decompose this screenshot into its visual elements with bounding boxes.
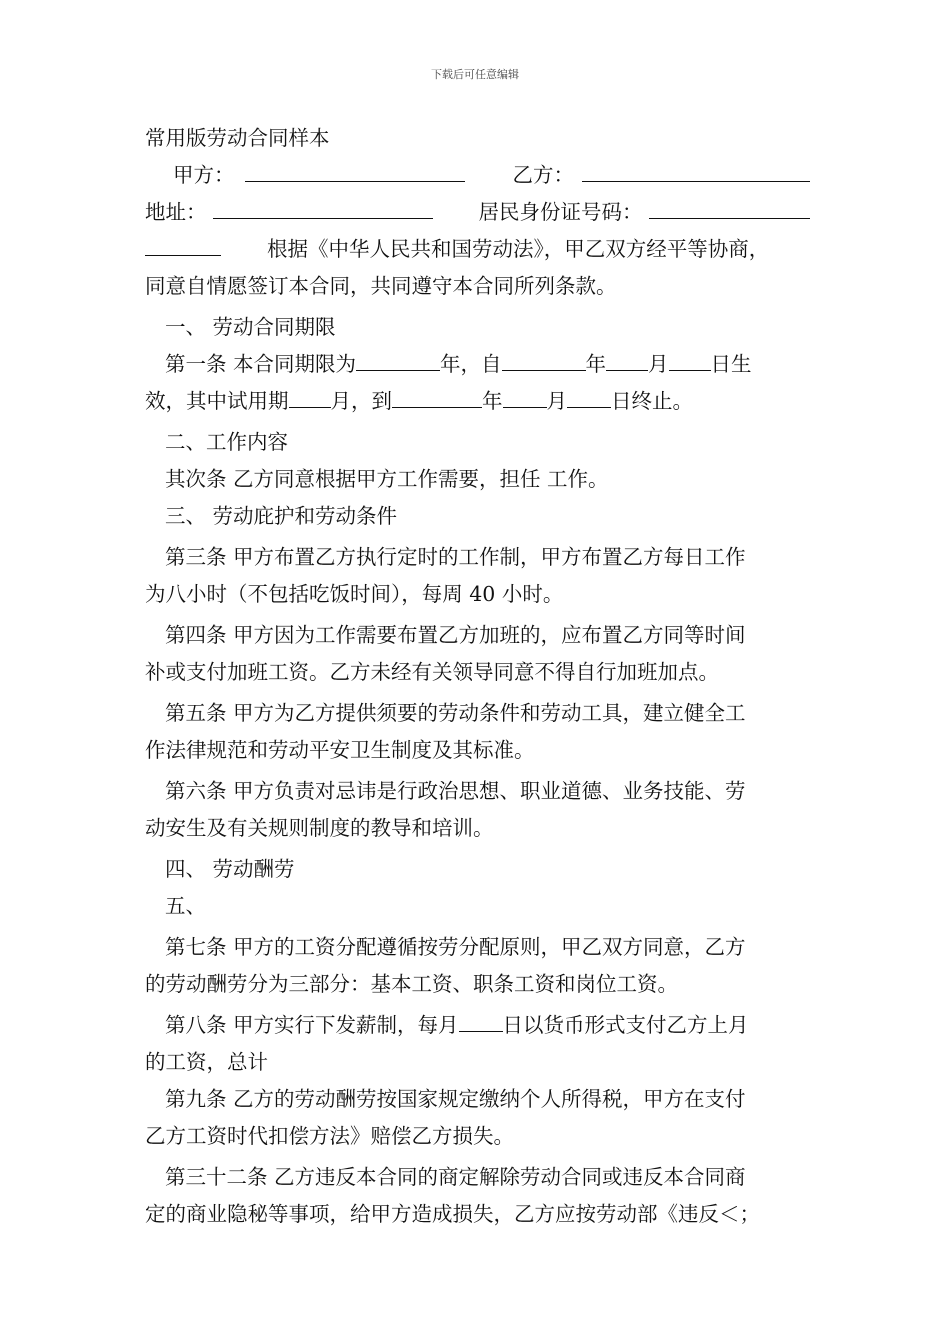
article-1-text: 效，其中试用期	[145, 389, 289, 413]
section-2-heading: 二、工作内容	[165, 430, 288, 454]
article-1-text: 年，自	[440, 352, 502, 376]
address-line	[145, 194, 810, 231]
article-8-text: 日以货币形式支付乙方上月	[502, 1013, 749, 1037]
contract-document	[145, 120, 810, 1233]
end-day-blank[interactable]	[567, 383, 611, 408]
preamble-text-1: 根据《中华人民共和国劳动法》，甲乙双方经平等协商，	[267, 237, 770, 261]
article-1-text: 月，到	[330, 389, 392, 413]
start-day-blank[interactable]	[669, 346, 711, 371]
end-month-blank[interactable]	[503, 383, 547, 408]
probation-months-blank[interactable]	[289, 383, 331, 408]
article-1-text: 年	[482, 389, 503, 413]
id-number-blank[interactable]	[649, 194, 811, 219]
article-5-line-1: 第五条 甲方为乙方提供须要的劳动条件和劳动工具，建立健全工	[165, 701, 746, 725]
party-line	[145, 157, 810, 194]
preamble-line-1	[145, 231, 810, 268]
article-1-text: 日生	[710, 352, 752, 376]
id-number-label: 居民身份证号码：	[478, 200, 643, 224]
article-6-line-1: 第六条 甲方负责对忌讳是行政治思想、职业道德、业务技能、劳	[165, 779, 746, 803]
article-8-line-1	[145, 1007, 810, 1044]
address-label: 地址：	[145, 200, 207, 224]
section-3-heading: 三、 劳动庇护和劳动条件	[165, 504, 398, 528]
document-title: 常用版劳动合同样本	[145, 126, 330, 150]
party-a-label: 甲方：	[173, 163, 235, 187]
pay-day-blank[interactable]	[459, 1007, 503, 1032]
article-32-line-1: 第三十二条 乙方违反本合同的商定解除劳动合同或违反本合同商	[165, 1165, 746, 1189]
article-3-line-2: 为八小时（不包括吃饭时间），每周 40 小时。	[145, 582, 564, 606]
article-2: 其次条 乙方同意根据甲方工作需要，担任 工作。	[165, 467, 609, 491]
article-1-text: 月	[546, 389, 567, 413]
article-4-line-2: 补或支付加班工资。乙方未经有关领导同意不得自行加班加点。	[145, 660, 719, 684]
article-9-line-2: 乙方工资时代扣偿方法》赔偿乙方损失。	[145, 1124, 514, 1148]
party-a-blank[interactable]	[245, 157, 465, 182]
article-8-text: 第八条 甲方实行下发薪制，每月	[165, 1013, 459, 1037]
article-3-line-1: 第三条 甲方布置乙方执行定时的工作制，甲方布置乙方每日工作	[165, 545, 746, 569]
article-5-line-2: 作法律规范和劳动平安卫生制度及其标准。	[145, 738, 535, 762]
term-years-blank[interactable]	[356, 346, 440, 371]
id-number-blank-cont[interactable]	[145, 231, 221, 256]
article-1-text: 第一条 本合同期限为	[165, 352, 357, 376]
article-8-line-2: 的工资，总计	[145, 1050, 268, 1074]
end-year-blank[interactable]	[392, 383, 482, 408]
start-year-blank[interactable]	[502, 346, 586, 371]
article-1-line-2	[145, 383, 810, 420]
section-1-heading: 一、 劳动合同期限	[165, 315, 336, 339]
section-4-heading: 四、 劳动酬劳	[165, 857, 295, 881]
preamble-text-2: 同意自情愿签订本合同，共同遵守本合同所列条款。	[145, 274, 617, 298]
download-note: 下载后可任意编辑	[431, 68, 519, 81]
address-blank[interactable]	[213, 194, 433, 219]
article-7-line-2: 的劳动酬劳分为三部分：基本工资、职条工资和岗位工资。	[145, 972, 678, 996]
article-1-line-1	[145, 346, 810, 383]
article-4-line-1: 第四条 甲方因为工作需要布置乙方加班的，应布置乙方同等时间	[165, 623, 746, 647]
party-b-label: 乙方：	[512, 163, 574, 187]
article-1-text: 月	[648, 352, 669, 376]
article-1-text: 日终止。	[611, 389, 693, 413]
section-5-heading: 五、	[165, 894, 206, 918]
start-month-blank[interactable]	[606, 346, 648, 371]
article-7-line-1: 第七条 甲方的工资分配遵循按劳分配原则，甲乙双方同意，乙方	[165, 935, 746, 959]
article-32-line-2: 定的商业隐秘等事项，给甲方造成损失，乙方应按劳动部《违反＜；	[145, 1202, 760, 1226]
article-9-line-1: 第九条 乙方的劳动酬劳按国家规定缴纳个人所得税，甲方在支付	[165, 1087, 746, 1111]
party-b-blank[interactable]	[582, 157, 810, 182]
article-1-text: 年	[585, 352, 607, 376]
article-6-line-2: 动安生及有关规则制度的教导和培训。	[145, 816, 494, 840]
